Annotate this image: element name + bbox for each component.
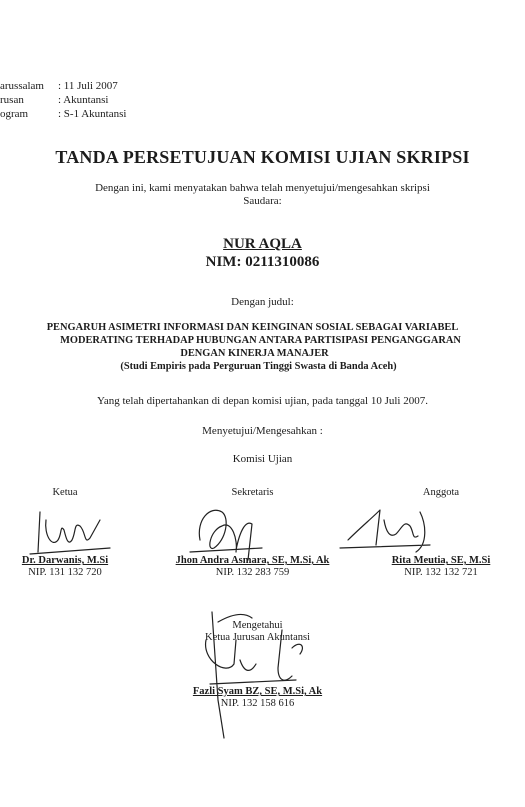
approval-label: Menyetujui/Mengesahkan : — [202, 425, 323, 437]
meta-label: arussalam — [0, 80, 44, 92]
committee-label: Komisi Ujian — [232, 453, 293, 465]
meta-value: : 11 Juli 2007 — [58, 80, 118, 92]
signatory-name: Jhon Andra Asmara, SE, M.Si, Ak — [175, 555, 330, 566]
intro-line: Saudara: — [243, 195, 282, 207]
page-title: TANDA PERSETUJUAN KOMISI UJIAN SKRIPSI — [55, 147, 470, 167]
acknowledgment-name: Fazli Syam BZ, SE, M.Si, Ak — [192, 686, 323, 697]
thesis-title-line: MODERATING TERHADAP HUBUNGAN ANTARA PARTISIPASI PENGANGGARAN — [60, 335, 461, 346]
signature-sekretaris — [190, 510, 262, 560]
signatory-nip: NIP. 132 283 759 — [215, 567, 290, 578]
role-label: Sekretaris — [231, 487, 274, 498]
intro-line: Dengan ini, kami menyatakan bahwa telah menyetujui/mengesahkan skripsi — [95, 182, 430, 194]
signatory-name: Rita Meutia, SE, M.Si — [391, 555, 491, 566]
signature-anggota — [340, 510, 430, 552]
signature-ketua — [30, 512, 110, 554]
acknowledgment-role: Ketua Jurusan Akuntansi — [205, 632, 310, 643]
student-name: NUR AQLA — [223, 236, 302, 252]
thesis-title-line: DENGAN KINERJA MANAJER — [180, 348, 329, 359]
student-nim: NIM: 0211310086 — [205, 254, 320, 270]
acknowledgment-nip: NIP. 132 158 616 — [220, 698, 295, 709]
thesis-subtitle: (Studi Empiris pada Perguruan Tinggi Swasta di Banda Aceh) — [120, 361, 397, 372]
meta-label: ogram — [0, 108, 29, 120]
judul-label: Dengan judul: — [231, 296, 294, 308]
role-label: Anggota — [422, 487, 460, 498]
acknowledgment-label: Mengetahui — [232, 620, 283, 631]
meta-value: : S-1 Akuntansi — [58, 108, 127, 120]
defense-statement: Yang telah dipertahankan di depan komisi ujian, pada tanggal 10 Juli 2007. — [97, 395, 428, 407]
signatory-nip: NIP. 132 132 721 — [404, 567, 478, 578]
thesis-title-line: PENGARUH ASIMETRI INFORMASI DAN KEINGINAN SOSIAL SEBAGAI VARIABEL — [46, 322, 459, 333]
meta-label: rusan — [0, 94, 24, 106]
role-label: Ketua — [52, 487, 78, 498]
signature-ketua-jurusan — [206, 612, 303, 738]
meta-value: : Akuntansi — [58, 94, 109, 106]
signatory-name: Dr. Darwanis, M.Si — [21, 555, 109, 566]
signatory-nip: NIP. 131 132 720 — [28, 567, 102, 578]
